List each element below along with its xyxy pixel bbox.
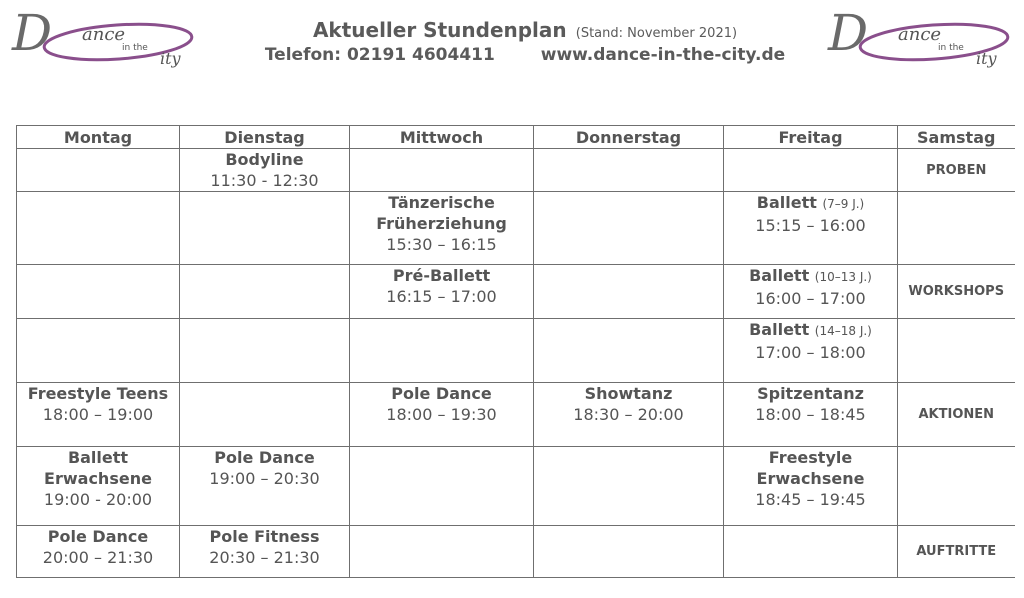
class-time: 19:00 – 20:30 [209,469,320,488]
empty-cell [180,319,350,383]
class-time: 15:30 – 16:15 [386,235,497,254]
empty-cell [724,149,898,192]
class-cell [724,383,898,447]
class-name [350,265,533,286]
class-name [724,447,897,489]
class-name-text: Tänzerische Früherziehung [376,193,507,233]
saturday-cell [898,192,1015,265]
day-header: Freitag [724,126,898,149]
contact-line [230,45,820,65]
class-name [17,447,179,489]
empty-cell [534,149,724,192]
class-time: 18:00 – 19:00 [42,405,154,424]
empty-cell [534,319,724,383]
class-time: 20:30 – 21:30 [209,548,320,567]
class-name-text: Pole Dance [391,384,492,403]
website-url: www.dance-in-the-city.de [540,45,786,65]
class-name [180,149,349,170]
empty-cell [17,149,180,192]
logo-small: in the [122,43,148,53]
class-name [724,319,897,342]
class-name-text: Ballett [756,193,817,212]
saturday-cell [898,447,1015,526]
empty-cell [724,526,898,578]
class-time: 17:00 – 18:00 [755,343,866,362]
empty-cell [534,192,724,265]
day-header: Donnerstag [534,126,724,149]
page-header [230,18,820,65]
logo-letter: D [12,6,53,62]
schedule-row [17,383,1015,447]
day-header: Mittwoch [350,126,534,149]
class-time: 15:15 – 16:00 [755,216,866,235]
class-name [17,526,179,547]
schedule-row [17,447,1015,526]
schedule-row [17,149,1015,192]
dance-in-the-city-logo-left [10,6,200,68]
class-cell [724,447,898,526]
class-cell [724,319,898,383]
schedule-row [17,265,1015,319]
class-time: 18:30 – 20:00 [573,405,684,424]
class-cell [350,265,534,319]
class-cell [17,526,180,578]
class-name [350,192,533,234]
day-header: Samstag [898,126,1015,149]
saturday-cell: WORKSHOPS [898,265,1015,319]
logo-word: ance [82,24,126,45]
class-name-text: Spitzentanz [757,384,864,403]
day-header: Montag [17,126,180,149]
saturday-cell: AUFTRITTE [898,526,1015,578]
saturday-cell: AKTIONEN [898,383,1015,447]
empty-cell [350,149,534,192]
class-cell [350,192,534,265]
empty-cell [350,319,534,383]
schedule-row [17,319,1015,383]
class-time: 19:00 - 20:00 [43,490,153,509]
class-time: 20:00 – 21:30 [42,548,154,567]
class-name-text: Ballett [749,320,810,339]
schedule-table [16,125,1015,578]
empty-cell [180,192,350,265]
logo-tail: ity [160,49,181,68]
class-name-text: Showtanz [584,384,673,403]
empty-cell [534,265,724,319]
logo-graphic [826,6,1016,68]
class-name [17,383,179,404]
schedule-row [17,192,1015,265]
page-title: Aktueller Stundenplan [312,18,567,42]
class-cell [180,149,350,192]
age-range: (7–9 J.) [822,197,865,211]
empty-cell [17,319,180,383]
class-name [724,383,897,404]
class-name-text: Ballett Erwachsene [44,448,152,488]
class-name-text: Freestyle Teens [27,384,169,403]
class-name-text: Ballett [749,266,810,285]
day-header: Dienstag [180,126,350,149]
empty-cell [17,192,180,265]
logo-letter: D [828,6,869,62]
class-cell [180,447,350,526]
class-name-text: Pole Dance [47,527,149,546]
class-name [534,383,723,404]
class-name-text: Pole Fitness [209,527,320,546]
class-name-text: Freestyle Erwachsene [756,448,865,488]
class-name [724,265,897,288]
class-time: 16:15 – 17:00 [386,287,497,306]
class-name-text: Pole Dance [214,448,315,467]
title-line [230,18,820,42]
empty-cell [534,526,724,578]
class-name [724,192,897,215]
dance-in-the-city-logo-right [826,6,1016,68]
class-name [350,383,533,404]
empty-cell [350,526,534,578]
class-cell [350,383,534,447]
class-time: 16:00 – 17:00 [755,289,866,308]
class-name-text: Pré-Ballett [392,266,491,285]
class-cell [534,383,724,447]
empty-cell [17,265,180,319]
class-name [180,526,349,547]
empty-cell [350,447,534,526]
class-name-text: Bodyline [225,150,304,169]
class-name [180,447,349,468]
empty-cell [180,265,350,319]
logo-word: ance [898,24,942,45]
class-cell [724,265,898,319]
class-time: 11:30 - 12:30 [210,171,319,190]
logo-tail: ity [976,49,997,68]
class-cell [724,192,898,265]
class-cell [17,447,180,526]
age-range: (14–18 J.) [814,324,872,338]
saturday-cell: PROBEN [898,149,1015,192]
schedule-row [17,526,1015,578]
phone-number: Telefon: 02191 4604411 [264,45,495,65]
class-cell [180,526,350,578]
class-cell [17,383,180,447]
age-range: (10–13 J.) [814,270,872,284]
empty-cell [180,383,350,447]
logo-graphic [10,6,200,68]
class-time: 18:45 – 19:45 [755,490,866,509]
class-time: 18:00 – 18:45 [755,405,866,424]
stand-date: (Stand: November 2021) [575,26,738,41]
class-time: 18:00 – 19:30 [386,405,497,424]
day-header-row [17,126,1015,149]
saturday-cell [898,319,1015,383]
empty-cell [534,447,724,526]
logo-small: in the [938,43,964,53]
